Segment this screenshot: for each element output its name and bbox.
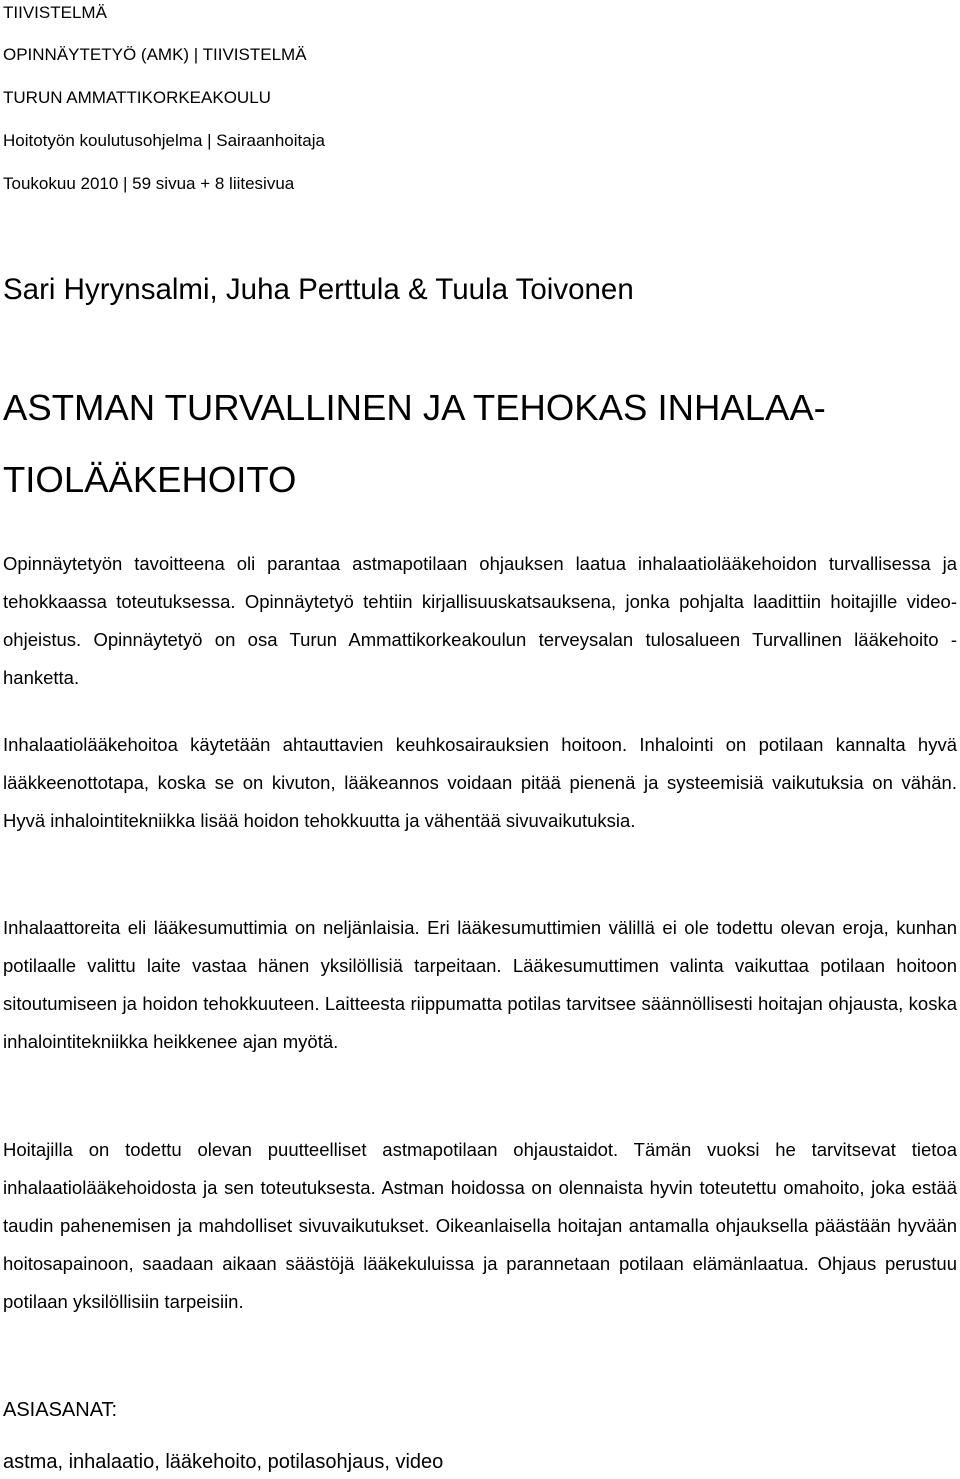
thesis-title (3, 372, 960, 516)
degree-programme: Hoitotyön koulutusohjelma | Sairaanhoitaja (3, 131, 325, 150)
authors: Sari Hyrynsalmi, Juha Perttula & Tuula Toivonen (3, 273, 634, 306)
thesis-title-line-2: TIOLÄÄKEHOITO (3, 459, 297, 500)
keywords-list: astma, inhalaatio, lääkehoito, potilasohjaus, video (3, 1451, 444, 1473)
thesis-title-line-1: ASTMAN TURVALLINEN JA TEHOKAS INHALAA- (3, 387, 826, 428)
institution: TURUN AMMATTIKORKEAKOULU (3, 88, 271, 107)
keywords-label: ASIASANAT: (3, 1399, 118, 1421)
abstract-paragraph-2: Inhalaatiolääkehoitoa käytetään ahtauttavien keuhkosairauksien hoitoon. Inhalointi on potilaan kannalta hyvä lääkkeenottotapa, koska se on kivuton, lääkeannos voidaan pitää pienenä ja systeemisiä vaikutuksia on vähän. Hyvä inhalointitekniikka lisää hoidon tehokkuutta ja vähentää sivuvaikutuksia. (3, 734, 957, 831)
date-and-pages: Toukokuu 2010 | 59 sivua + 8 liitesivua (3, 174, 295, 193)
abstract-paragraph-3: Inhalaattoreita eli lääkesumuttimia on neljänlaisia. Eri lääkesumuttimien välillä ei ole todettu olevan eroja, kunhan potilaalle valittu laite vastaa hänen yksilöllisiä tarpeitaan. Lääkesumuttimen valinta vaikuttaa potilaan hoitoon sitoutumiseen ja hoidon tehokkuuteen. Laitteesta riippumatta potilas tarvitsee säännöllisesti hoitajan ohjausta, koska inhalointitekniikka heikkenee ajan myötä. (3, 917, 957, 1052)
thesis-type: OPINNÄYTETYÖ (AMK) | TIIVISTELMÄ (3, 45, 307, 64)
abstract-paragraph-4: Hoitajilla on todettu olevan puutteelliset astmapotilaan ohjaustaidot. Tämän vuoksi he tarvitsevat tietoa inhalaatiolääkehoidosta ja sen toteutuksesta. Astman hoidossa on olennaista hyvin toteutettu omahoito, joka estää taudin pahenemisen ja mahdolliset sivuvaikutukset. Oikeanlaisella hoitajan antamalla ohjauksella päästään hyvään hoitosapainoon, saadaan aikaan säästöjä lääkekuluissa ja parannetaan potilaan elämänlaatua. Ohjaus perustuu potilaan yksilöllisiin tarpeisiin. (3, 1139, 957, 1312)
section-heading: TIIVISTELMÄ (3, 3, 107, 22)
abstract-paragraph-1: Opinnäytetyön tavoitteena oli parantaa astmapotilaan ohjauksen laatua inhalaatiolääkehoidon turvallisessa ja tehokkaassa toteutuksessa. Opinnäytetyö tehtiin kirjallisuuskatsauksena, jonka pohjalta laadittiin hoitajille video-ohjeistus. Opinnäytetyö on osa Turun Ammattikorkeakoulun terveysalan tulosalueen Turvallinen lääkehoito - hanketta. (3, 553, 957, 688)
